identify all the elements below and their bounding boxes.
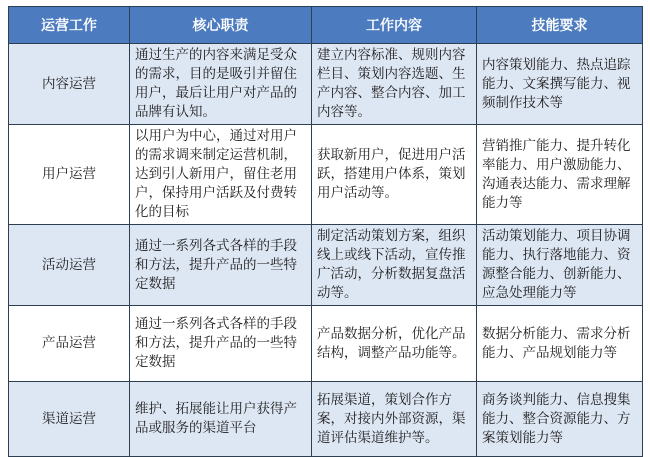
role-cell: 产品运营 [9, 306, 130, 382]
skills-cell: 营销推广能力、提升转化率能力、用户激励能力、沟通表达能力、需求理解能力等 [477, 125, 643, 225]
table-row [9, 125, 643, 225]
role-cell: 活动运营 [9, 225, 130, 306]
table-row [9, 306, 643, 382]
role-cell: 用户运营 [9, 125, 130, 225]
header-role: 运营工作 [9, 7, 130, 44]
skills-cell: 活动策划能力、项目协调能力、执行落地能力、资源整合能力、创新能力、应急处理能力等 [477, 225, 643, 306]
content-cell: 获取新用户，促进用户活跃，搭建用户体系，策划用户活动等。 [312, 125, 477, 225]
duty-cell: 维护、拓展能让用户获得产品或服务的渠道平台 [130, 382, 312, 457]
content-cell: 拓展渠道，策划合作方案，对接内外部资源，渠道评估渠道维护等。 [312, 382, 477, 457]
operations-table [8, 6, 643, 457]
header-content: 工作内容 [312, 7, 477, 44]
skills-cell: 商务谈判能力、信息搜集能力、整合资源能力、方案策划能力等 [477, 382, 643, 457]
header-duty: 核心职责 [130, 7, 312, 44]
duty-cell: 通过生产的内容来满足受众的需求，目的是吸引并留住用户，最后让用户对产品的品牌有认知。 [130, 44, 312, 125]
content-cell: 建立内容标准、规则内容栏目、策划内容选题、生产内容、整合内容、加工内容等。 [312, 44, 477, 125]
duty-cell: 通过一系列各式各样的手段和方法，提升产品的一些特定数据 [130, 225, 312, 306]
role-cell: 渠道运营 [9, 382, 130, 457]
content-cell: 制定活动策划方案，组织线上或线下活动，宣传推广活动，分析数据复盘活动等。 [312, 225, 477, 306]
content-cell: 产品数据分析，优化产品结构，调整产品功能等。 [312, 306, 477, 382]
skills-cell: 内容策划能力、热点追踪能力、文案撰写能力、视频制作技术等 [477, 44, 643, 125]
skills-cell: 数据分析能力、需求分析能力、产品规划能力等 [477, 306, 643, 382]
header-skills: 技能要求 [477, 7, 643, 44]
duty-cell: 通过一系列各式各样的手段和方法，提升产品的一些特定数据 [130, 306, 312, 382]
table-row [9, 44, 643, 125]
header-row [9, 7, 643, 44]
duty-cell: 以用户为中心，通过对用户的需求调来制定运营机制，达到引人新用户，留住老用户，保持用户活跃及付费转化的目标 [130, 125, 312, 225]
role-cell: 内容运营 [9, 44, 130, 125]
table-row [9, 382, 643, 457]
table-row [9, 225, 643, 306]
